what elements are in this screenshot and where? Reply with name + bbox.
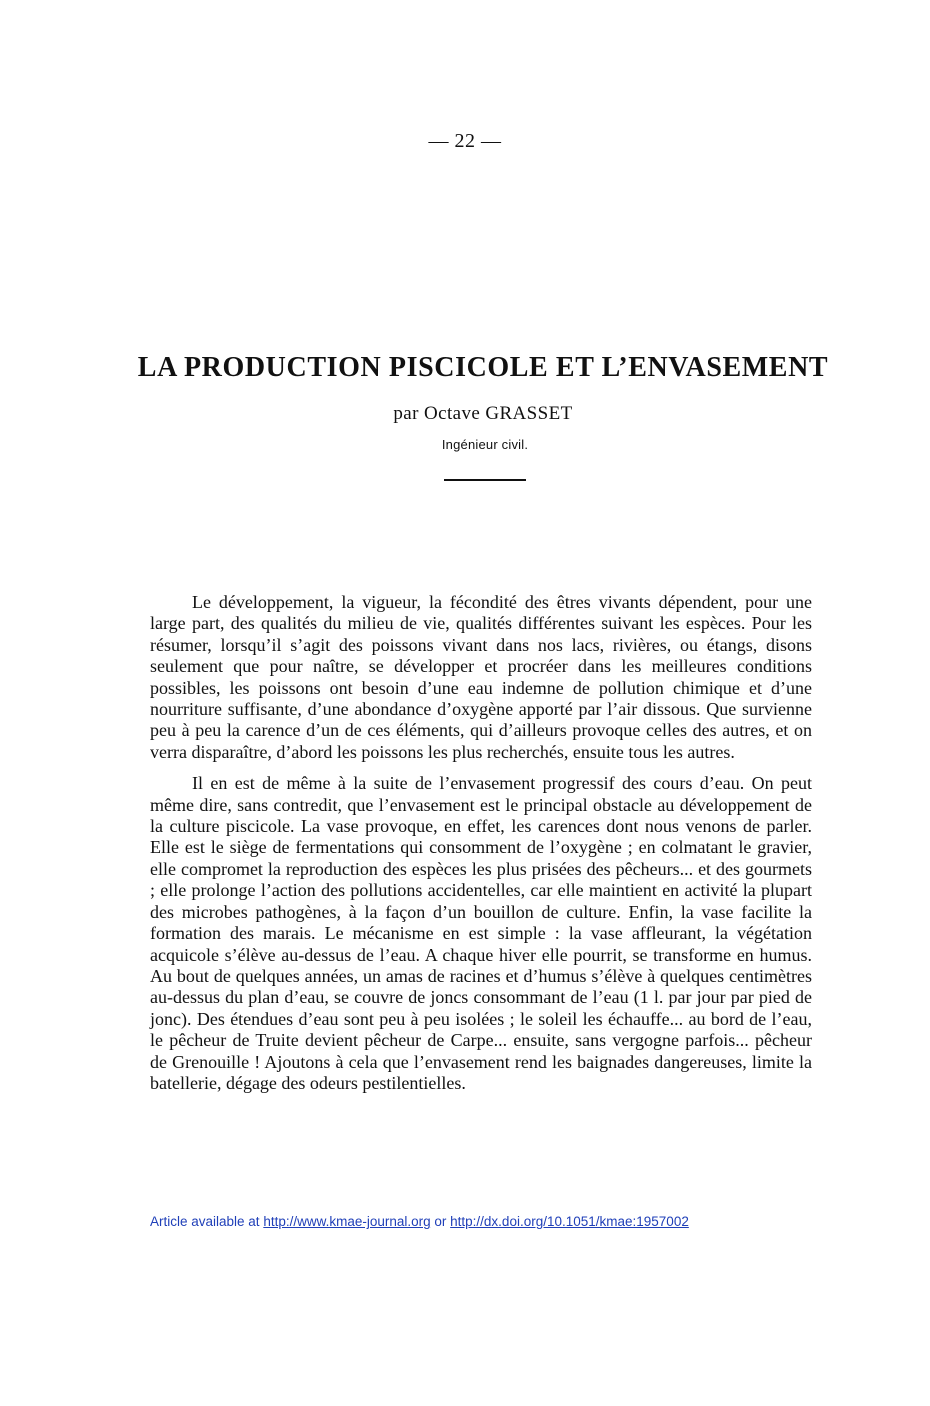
doi-link[interactable]: http://dx.doi.org/10.1051/kmae:1957002 [450, 1214, 689, 1229]
paragraph-1: Le développement, la vigueur, la fécondité des êtres vivants dépendent, pour une large part, des qualités du milieu de vie, qualités différentes suivant les espèces. Pour les résumer, lorsqu’il s’agit des poissons vivant dans nos lacs, rivières, ou étangs, disons seulement que pour naître, se développer et procréer dans les meilleures conditions possibles, les poissons ont besoin d’une eau indemne de pollution chimique et d’une nourriture suffisante, d’une abondance d’oxygène apporté par l’air dissous. Que survienne peu à peu la carence d’un de ces éléments, qui d’ailleurs provoque celles des autres, et on verra disparaître, d’abord les poissons les plus recherchés, ensuite tous les autres. [150, 592, 812, 762]
paragraph-2: Il en est de même à la suite de l’envasement progressif des cours d’eau. On peut même dire, sans contredit, que l’envasement est le principal obstacle au développement de la culture piscicole. La vase provoque, en effet, les carences dont nous venons de parler. Elle est le siège de fermentations qui consomment de l’oxygène ; en colmatant le gravier, elle compromet la reproduction des espèces les plus prisées des pêcheurs... et des gourmets ; elle prolonge l’action des pollutions accidentelles, car elle maintient en activité la plupart des microbes pathogènes, à la façon d’un bouillon de culture. Enfin, la vase facilite la formation des marais. Le mécanisme en est simple : la vase affleurant, la végétation acquicole s’élève au-dessus de l’eau. A chaque hiver elle pourrit, se transforme en humus. Au bout de quelques années, un amas de racines et d’humus s’élève à quelques centimètres au-dessus du plan d’eau, se couvre de joncs consommant de l’eau (1 l. par jour par pied de jonc). Des étendues d’eau sont peu à peu isolées ; le soleil les échauffe... au bord de l’eau, le pêcheur de Truite devient pêcheur de Carpe... ensuite, sans vergogne parfois... pêcheur de Grenouille ! Ajoutons à cela que l’envasement rend les baignades dangereuses, limite la batellerie, dégage des odeurs pestilentielles. [150, 773, 812, 1093]
footer-prefix: Article available at [150, 1214, 264, 1229]
footer-middle: or [430, 1214, 451, 1229]
journal-link[interactable]: http://www.kmae-journal.org [263, 1214, 431, 1229]
author-role: Ingénieur civil. [441, 437, 529, 452]
article-body [150, 592, 812, 1094]
page-number: — 22 — [428, 130, 502, 152]
title-separator-rule [444, 479, 526, 481]
author-name: par Octave GRASSET [393, 403, 573, 424]
article-availability-note [150, 1214, 850, 1229]
article-title: LA PRODUCTION PISCICOLE ET L’ENVASEMENT [137, 352, 829, 383]
